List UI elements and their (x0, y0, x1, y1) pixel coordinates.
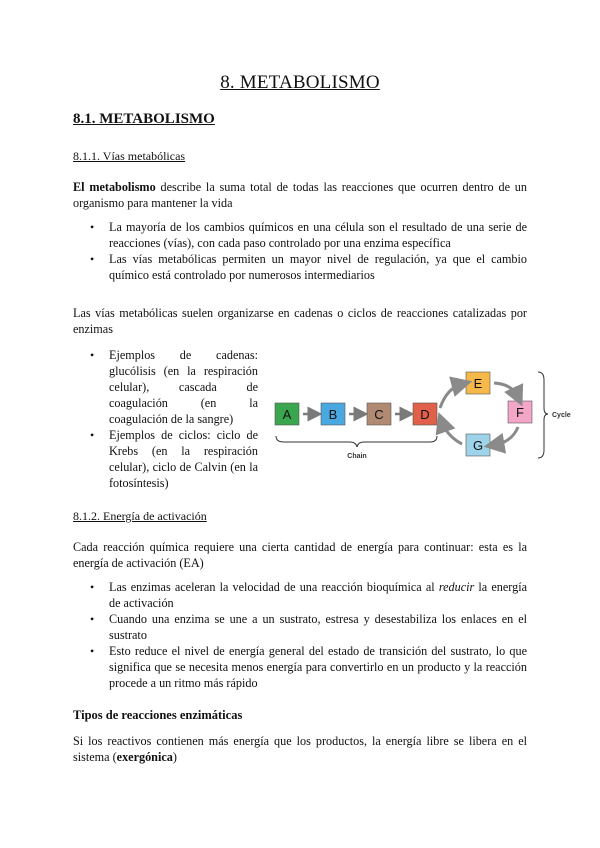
svg-text:G: G (472, 438, 484, 453)
svg-text:A: A (282, 407, 292, 422)
exergonica-term: exergónica (116, 750, 173, 764)
list-item: • Cuando una enzima se une a un sustrato, estresa y desestabiliza los enlaces en el sustrato (90, 611, 527, 643)
list-item-text: la energía de activación (109, 580, 528, 610)
paragraph-energia-activacion: Cada reacción química requiere una cierta cantidad de energía para continuar: esta es la energía de activación (EA) (73, 540, 527, 570)
bullet-list-enzimas (90, 579, 527, 691)
node-d (413, 403, 437, 425)
paragraph-exergonica (73, 733, 527, 765)
node-b (321, 403, 345, 425)
chain-bracket (276, 436, 437, 447)
list-item-text: Las enzimas aceleran la velocidad de una reacción bioquímica al (109, 580, 439, 594)
node-a (275, 403, 299, 425)
list-item: • Esto reduce el nivel de energía general del estado de transición del sustrato, lo que significa que se necesita menos energía para convertirlo en un producto y la reacción procede a un ritmo más rápido (90, 643, 527, 691)
arrow-f-to-g (494, 427, 518, 445)
svg-text:E: E (473, 376, 483, 391)
arrow-g-to-d (442, 422, 462, 444)
list-item-emphasis: reducir (438, 580, 475, 594)
paragraph-organizacion: Las vías metabólicas suelen organizarse en cadenas o ciclos de reacciones catalizadas por enzimas (73, 306, 527, 336)
paragraph-metabolismo (73, 179, 527, 211)
bullet-list-ejemplos (90, 347, 258, 491)
node-f (508, 401, 532, 423)
subsection-heading-vias: 8.1.1. Vías metabólicas (73, 149, 186, 163)
bullet-list-vias (90, 219, 527, 283)
node-g (466, 434, 490, 456)
list-item: • La mayoría de los cambios químicos en una célula son el resultado de una serie de reacciones (vías), con cada paso controlado por una enzima específica (90, 219, 527, 251)
list-item: • Las vías metabólicas permiten un mayor nivel de regulación, ya que el cambio químico está controlado por numerosos intermediarios (90, 251, 527, 283)
chain-cycle-diagram (272, 370, 582, 466)
section-heading: 8.1. METABOLISMO (73, 111, 215, 127)
page-title: 8. METABOLISMO (220, 72, 380, 93)
metabolismo-definition: describe la suma total de todas las reacciones que ocurren dentro de un organismo para mantener la vida (73, 180, 527, 210)
list-item (90, 579, 527, 611)
list-item: • Ejemplos de ciclos: ciclo de Krebs (en la respiración celular), ciclo de Calvin (en la fotosíntesis) (90, 427, 258, 491)
heading-tipos-reacciones: Tipos de reacciones enzimáticas (73, 708, 243, 722)
list-item: • Ejemplos de cadenas: glucólisis (en la respiración celular), cascada de coagulación (en la coagulación de la sangre) (90, 347, 258, 427)
svg-text:C: C (374, 407, 384, 422)
svg-text:F: F (516, 405, 524, 420)
cycle-label: Cycle (552, 412, 571, 419)
cycle-bracket (538, 372, 548, 458)
arrow-d-to-e (440, 384, 462, 408)
node-e (466, 372, 490, 394)
svg-text:B: B (328, 407, 338, 422)
paragraph-text: Si los reactivos contienen más energía que los productos, la energía libre se libera en el sistema ( (73, 734, 527, 764)
subsection-heading-energia: 8.1.2. Energía de activación (73, 509, 207, 523)
svg-text:D: D (420, 407, 430, 422)
paragraph-text: ) (172, 750, 177, 764)
chain-label: Chain (347, 453, 367, 460)
metabolismo-term: El metabolismo (73, 180, 156, 194)
arrow-e-to-f (494, 383, 518, 397)
node-c (367, 403, 391, 425)
